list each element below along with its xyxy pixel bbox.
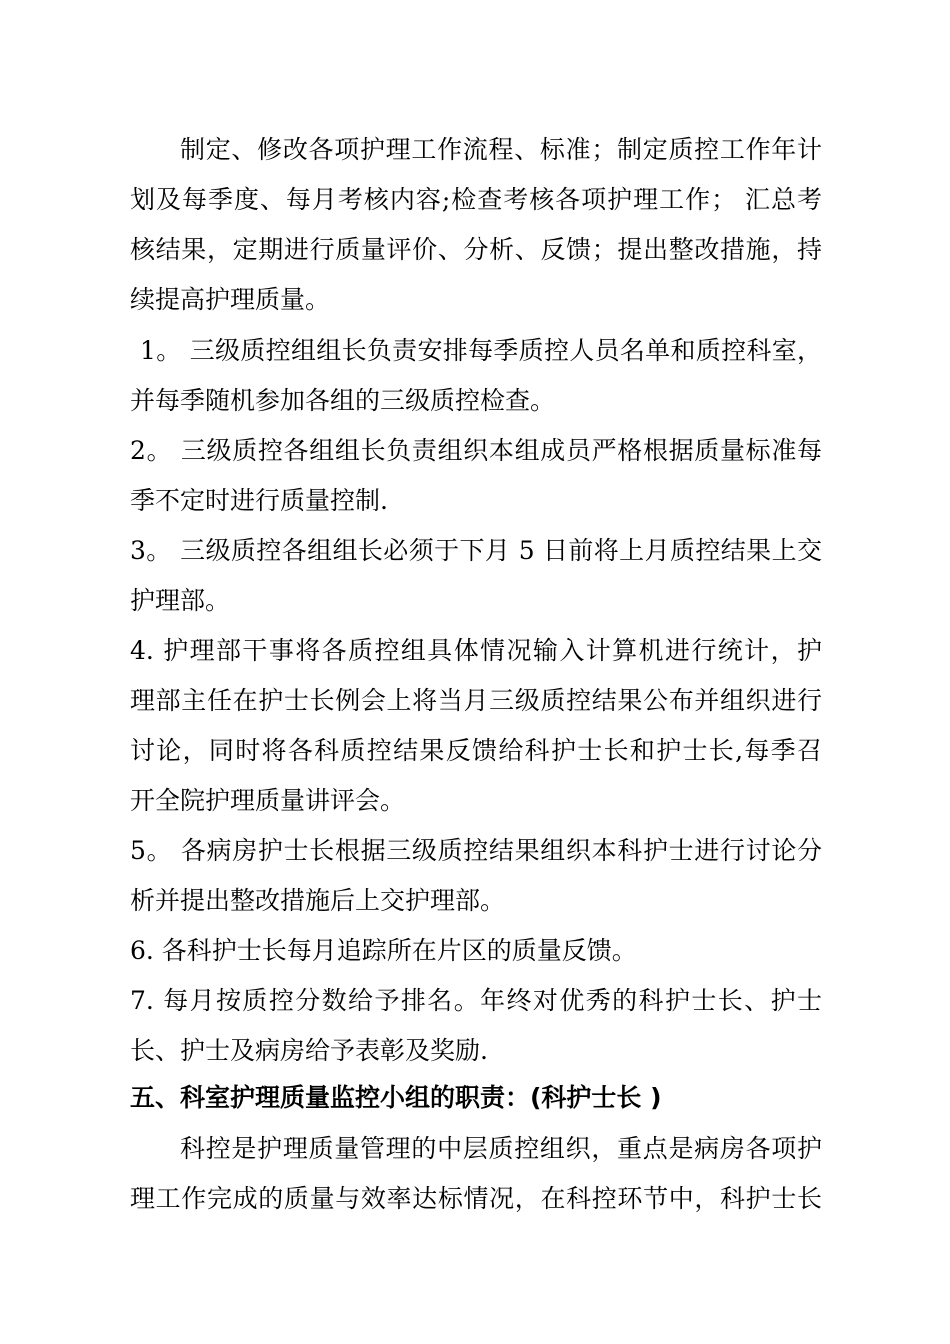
section-5-line-1: 科控是护理质量管理的中层质控组织，重点是病房各项护 [180,1134,822,1163]
section-5-line-2: 理工作完成的质量与效率达标情况，在科控环节中，科护士长 [130,1184,822,1213]
item-1-line-2: 并每季随机参加各组的三级质控检查。 [130,386,556,415]
intro-line-4: 续提高护理质量。 [130,285,331,314]
item-7-line-1: 7. 每月按质控分数给予排名。年终对优秀的科护士长、护士 [130,986,822,1015]
intro-line-1: 制定、修改各项护理工作流程、标准；制定质控工作年计 [180,135,822,164]
item-3-line-2: 护理部。 [130,586,231,615]
section-5-heading: 五、科室护理质量监控小组的职责：(科护士长 ) [130,1083,662,1112]
item-4-line-4: 开全院护理质量讲评会。 [130,786,406,815]
item-4-line-3: 讨论，同时将各科质控结果反馈给科护士长和护士长,每季召 [130,736,822,765]
item-4-line-2: 理部主任在护士长例会上将当月三级质控结果公布并组织进行 [130,686,822,715]
intro-line-2: 划及每季度、每月考核内容;检查考核各项护理工作； 汇总考 [130,185,822,214]
item-7-line-2: 长、护士及病房给予表彰及奖励. [130,1036,488,1065]
item-2-line-2: 季不定时进行质量控制. [130,486,388,515]
item-2-line-1: 2。 三级质控各组组长负责组织本组成员严格根据质量标准每 [130,436,822,465]
item-6-line-1: 6. 各科护士长每月追踪所在片区的质量反馈。 [130,936,637,965]
item-1-line-1: 1。 三级质控组组长负责安排每季质控人员名单和质控科室， [140,336,822,365]
item-3-line-1: 3。 三级质控各组组长必须于下月 5 日前将上月质控结果上交 [130,536,822,565]
item-5-line-1: 5。 各病房护士长根据三级质控结果组织本科护士进行讨论分 [130,836,822,865]
item-5-line-2: 析并提出整改措施后上交护理部。 [130,886,506,915]
item-4-line-1: 4. 护理部干事将各质控组具体情况输入计算机进行统计，护 [130,636,822,665]
intro-line-3: 核结果，定期进行质量评价、分析、反馈；提出整改措施，持 [130,235,822,264]
